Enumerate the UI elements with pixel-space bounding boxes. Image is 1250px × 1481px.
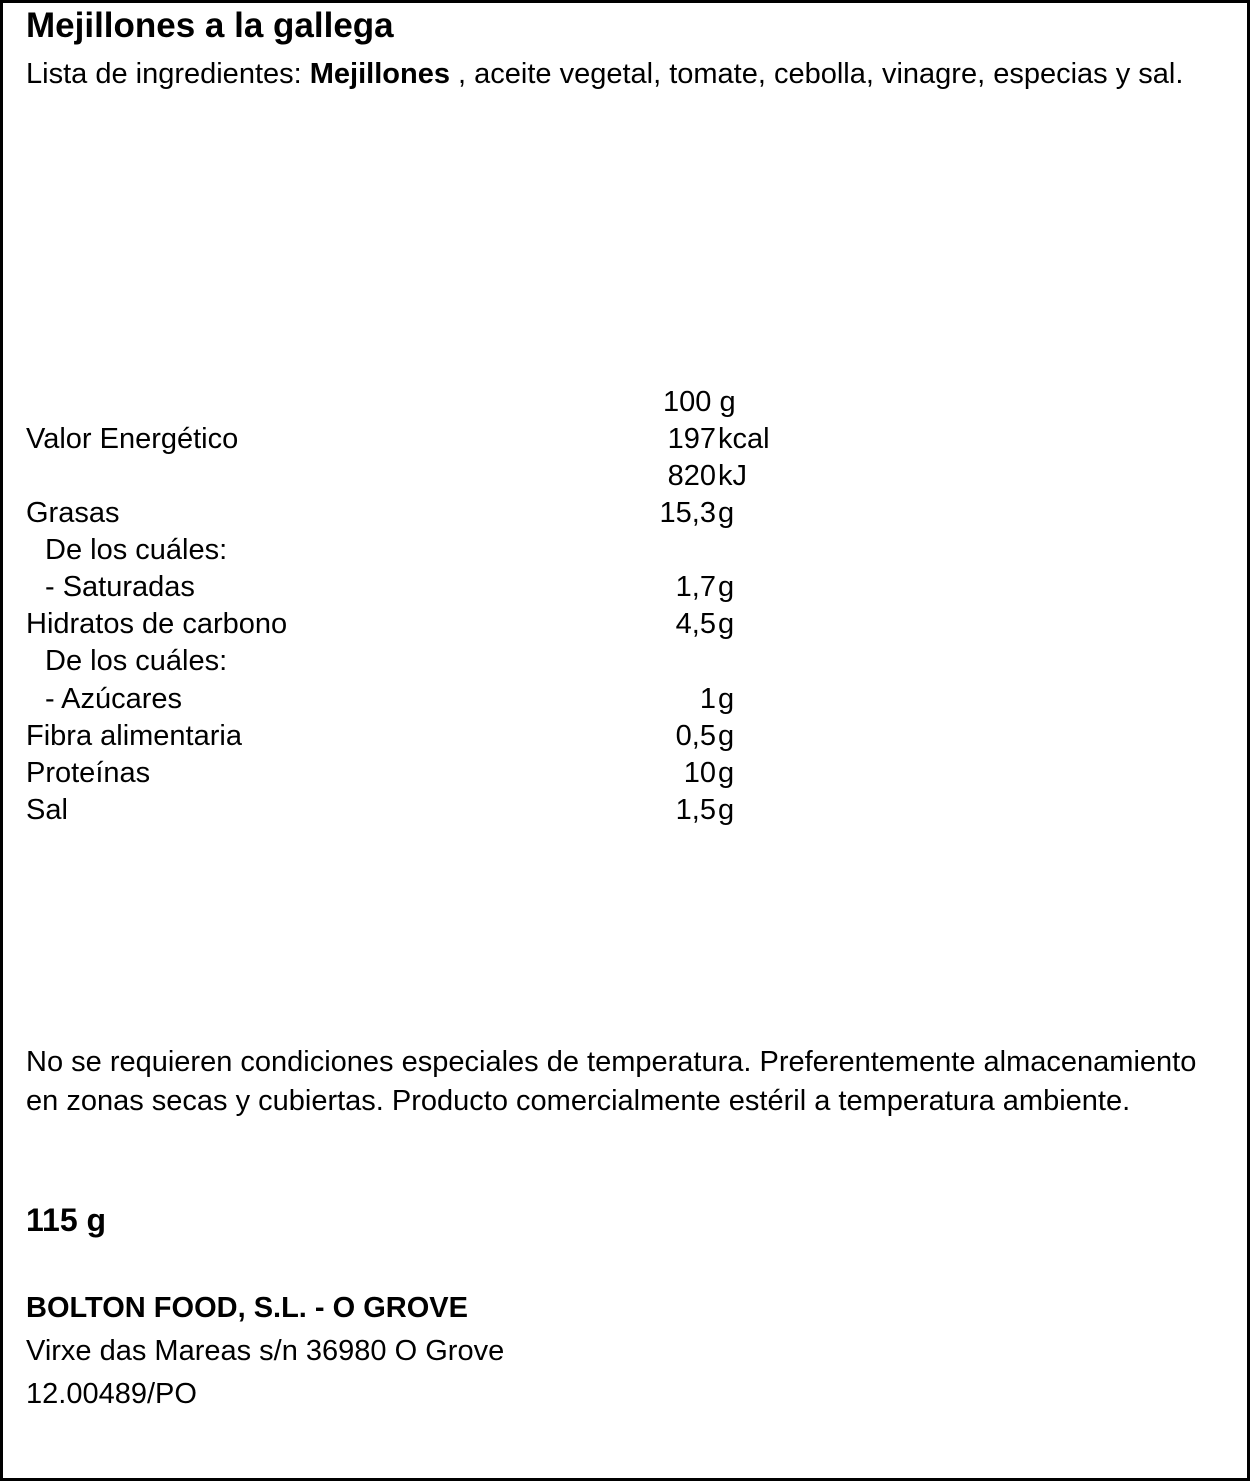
saturated-label: - Saturadas (45, 571, 195, 603)
fibre-label: Fibra alimentaria (26, 720, 242, 752)
carbs-value: 4,5 (675, 608, 716, 640)
ingredients-prefix: Lista de ingredientes: (26, 58, 310, 90)
energy-kj-unit: kJ (718, 460, 747, 492)
protein-label: Proteínas (26, 757, 151, 789)
fat-sub-label: De los cuáles: (45, 534, 228, 566)
salt-value: 1,5 (675, 794, 716, 826)
manufacturer-name: BOLTON FOOD, S.L. - O GROVE (26, 1292, 468, 1324)
salt-unit: g (718, 794, 735, 826)
ingredients-list (26, 56, 1206, 93)
carbs-label: Hidratos de carbono (26, 608, 288, 640)
nutrition-per-header: 100 g (663, 386, 736, 418)
manufacturer-address: Virxe das Mareas s/n 36980 O Grove (26, 1335, 505, 1367)
fat-value: 15,3 (659, 497, 716, 529)
fat-label: Grasas (26, 497, 120, 529)
product-title: Mejillones a la gallega (26, 6, 394, 45)
net-weight: 115 g (26, 1202, 107, 1238)
manufacturer-registry: 12.00489/PO (26, 1378, 197, 1410)
saturated-value: 1,7 (675, 571, 716, 603)
sugars-unit: g (718, 683, 735, 715)
carbs-unit: g (718, 608, 735, 640)
carbs-sub-label: De los cuáles: (45, 645, 228, 677)
salt-label: Sal (26, 794, 68, 826)
sugars-value: 1 (699, 683, 716, 715)
energy-kcal-unit: kcal (718, 423, 770, 455)
fat-unit: g (718, 497, 735, 529)
storage-instructions: No se requieren condiciones especiales de temperatura. Preferentemente almacenamiento en zonas secas y cubiertas. Producto comercialmente estéril a temperatura ambiente. (26, 1046, 1197, 1117)
protein-unit: g (718, 757, 735, 789)
ingredients-rest: , aceite vegetal, tomate, cebolla, vinagre, especias y sal. (449, 58, 1184, 90)
ingredients-allergen: Mejillones (309, 58, 450, 90)
energy-kcal-value: 197 (667, 423, 716, 455)
energy-kj-value: 820 (667, 460, 716, 492)
fibre-unit: g (718, 720, 735, 752)
energy-label: Valor Energético (26, 423, 239, 455)
saturated-unit: g (718, 571, 735, 603)
sugars-label: - Azúcares (45, 683, 182, 715)
protein-value: 10 (683, 757, 716, 789)
fibre-value: 0,5 (675, 720, 716, 752)
